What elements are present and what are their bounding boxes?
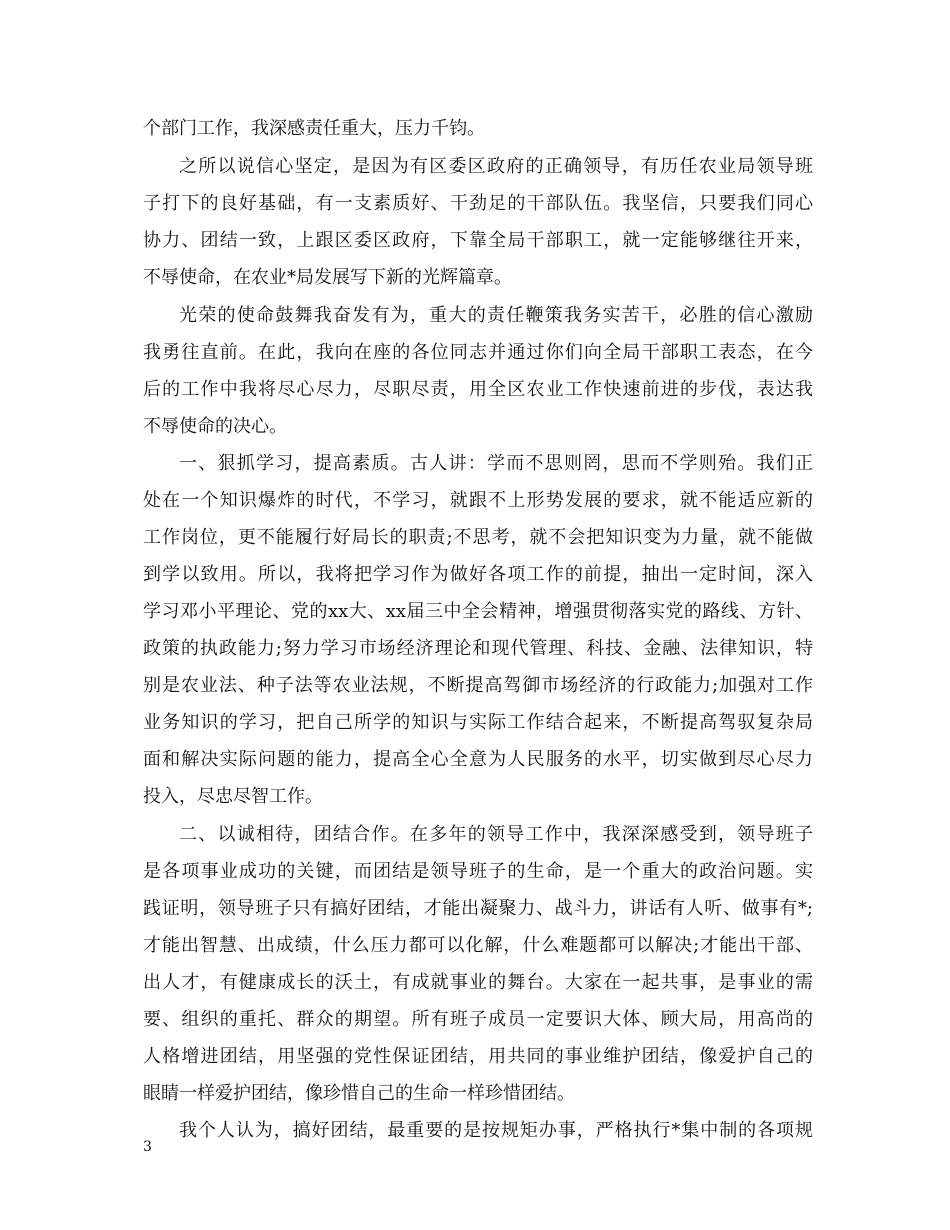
text-line: 工作岗位，更不能履行好局长的职责;不思考，就不会把知识变为力量，就不能做 [143, 527, 813, 548]
text-line: 后的工作中我将尽心尽力，尽职尽责，用全区农业工作快速前进的步伐，表达我 [143, 379, 813, 400]
text-line: 一、狠抓学习，提高素质。古人讲：学而不思则罔，思而不学则殆。我们正 [179, 453, 813, 474]
text-line: 面和解决实际问题的能力，提高全心全意为人民服务的水平，切实做到尽心尽力 [143, 749, 813, 770]
text-line: 眼睛一样爱护团结，像珍惜自己的生命一样珍惜团结。 [143, 1083, 575, 1104]
text-line: 践证明，领导班子只有搞好团结，才能出凝聚力、战斗力，讲话有人听、做事有*; [143, 898, 813, 919]
text-line: 之所以说信心坚定，是因为有区委区政府的正确领导，有历任农业局领导班 [179, 156, 813, 177]
text-line: 学习邓小平理论、党的xx大、xx届三中全会精神，增强贯彻落实党的路线、方针、 [143, 601, 813, 622]
text-line: 出人才，有健康成长的沃土，有成就事业的舞台。大家在一起共事，是事业的需 [143, 972, 813, 993]
text-line: 处在一个知识爆炸的时代，不学习，就跟不上形势发展的要求，就不能适应新的 [143, 490, 813, 511]
text-line: 投入，尽忠尽智工作。 [143, 786, 323, 807]
page-number: 3 [143, 1139, 152, 1155]
text-line: 我勇往直前。在此，我向在座的各位同志并通过你们向全局干部职工表态，在今 [143, 342, 813, 363]
text-line: 我个人认为，搞好团结，最重要的是按规矩办事，严格执行*集中制的各项规 [179, 1120, 813, 1141]
text-line: 是各项事业成功的关键，而团结是领导班子的生命，是一个重大的政治问题。实 [143, 861, 813, 882]
text-line: 光荣的使命鼓舞我奋发有为，重大的责任鞭策我务实苦干，必胜的信心激励 [179, 305, 813, 326]
text-line: 不辱使命的决心。 [143, 416, 287, 437]
text-line: 才能出智慧、出成绩，什么压力都可以化解，什么难题都可以解决;才能出干部、 [143, 935, 813, 956]
text-line: 协力、团结一致，上跟区委区政府，下靠全局干部职工，就一定能够继往开来， [143, 230, 813, 251]
text-line: 不辱使命，在农业*局发展写下新的光辉篇章。 [143, 267, 512, 288]
text-line: 二、以诚相待，团结合作。在多年的领导工作中，我深深感受到，领导班子 [179, 824, 813, 845]
text-line: 人格增进团结，用坚强的党性保证团结，用共同的事业维护团结，像爱护自己的 [143, 1046, 813, 1067]
text-line: 个部门工作，我深感责任重大，压力千钧。 [143, 118, 485, 139]
text-line: 到学以致用。所以，我将把学习作为做好各项工作的前提，抽出一定时间，深入 [143, 564, 813, 585]
text-line: 子打下的良好基础，有一支素质好、干劲足的干部队伍。我坚信，只要我们同心 [143, 193, 813, 214]
text-line: 业务知识的学习，把自己所学的知识与实际工作结合起来，不断提高驾驭复杂局 [143, 712, 813, 733]
text-line: 政策的执政能力;努力学习市场经济理论和现代管理、科技、金融、法律知识，特 [143, 638, 813, 659]
text-line: 要、组织的重托、群众的期望。所有班子成员一定要识大体、顾大局，用高尚的 [143, 1009, 813, 1030]
text-line: 别是农业法、种子法等农业法规，不断提高驾御市场经济的行政能力;加强对工作 [143, 675, 813, 696]
